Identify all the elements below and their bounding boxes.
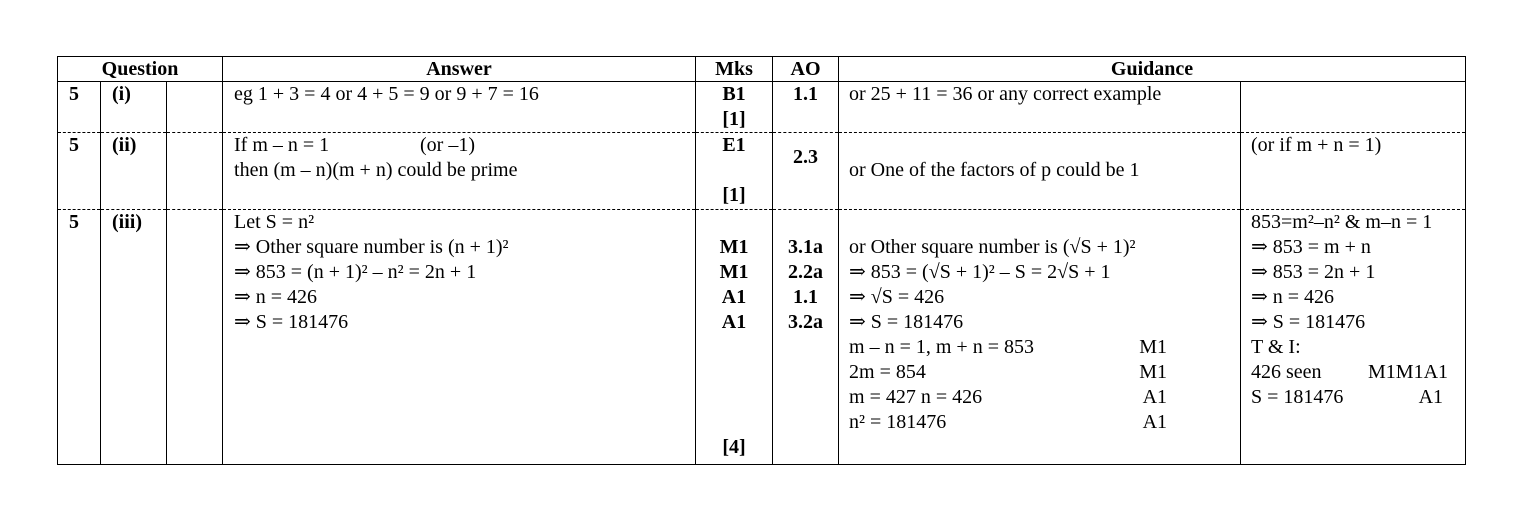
guidance-line: or 25 + 11 = 36 or any correct example	[849, 83, 1162, 105]
guidance-extra-cell	[1241, 82, 1466, 133]
guidance-line	[849, 335, 1167, 360]
guidance-line	[849, 360, 1167, 385]
marks-cell	[696, 133, 773, 210]
spacer	[696, 360, 772, 385]
answer-line: ⇒ n = 426	[234, 286, 318, 308]
guidance-extra-line: (or if m + n = 1)	[1251, 134, 1382, 156]
spacer	[696, 335, 772, 360]
answer-line: ⇒ 853 = (n + 1)² – n² = 2n + 1	[234, 261, 477, 283]
spacer	[696, 210, 772, 235]
table-row	[58, 210, 1466, 465]
ao-value: 3.2a	[788, 311, 824, 333]
mark-scheme-table	[57, 56, 1466, 465]
guidance-step: 2m = 854	[849, 361, 926, 383]
ao-value: 2.3	[793, 146, 819, 168]
answer-line: then (m – n)(m + n) could be prime	[234, 159, 518, 181]
mark-total: [4]	[722, 436, 746, 458]
answer-line	[234, 133, 695, 158]
guidance-extra-line: ⇒ S = 181476	[1251, 311, 1366, 333]
ao-value: 2.2a	[788, 261, 824, 283]
question-part: (i)	[101, 82, 167, 133]
header-question: Question	[58, 57, 223, 82]
header-ao: AO	[773, 57, 839, 82]
guidance-line: or One of the factors of p could be 1	[849, 159, 1140, 181]
ao-cell	[773, 210, 839, 465]
mark-total: [1]	[722, 184, 746, 206]
guidance-extra-line	[1251, 385, 1443, 410]
guidance-mark: A1	[1418, 386, 1444, 408]
marks-cell	[696, 82, 773, 133]
ao-value: 3.1a	[788, 236, 824, 258]
header-row	[58, 57, 1466, 82]
guidance-mark: M1M1A1	[1368, 361, 1449, 383]
guidance-line: ⇒ √S = 426	[849, 286, 945, 308]
mark: A1	[721, 311, 747, 333]
ao-cell	[773, 133, 839, 210]
guidance-extra-line: T & I:	[1251, 336, 1301, 358]
ao-value: 1.1	[793, 83, 819, 105]
answer-cell	[223, 82, 696, 133]
spacer	[696, 385, 772, 410]
mark: M1	[719, 236, 749, 258]
guidance-step: m = 427 n = 426	[849, 386, 983, 408]
question-part: (iii)	[101, 210, 167, 465]
guidance-cell	[839, 210, 1241, 465]
answer-text: If m – n = 1	[234, 134, 330, 156]
guidance-extra-line: ⇒ 853 = 2n + 1	[1251, 261, 1376, 283]
guidance-cell	[839, 82, 1241, 133]
spacer	[773, 210, 838, 235]
guidance-step: m – n = 1, m + n = 853	[849, 336, 1034, 358]
guidance-extra-line: 853=m²–n² & m–n = 1	[1251, 211, 1433, 233]
guidance-cell	[839, 133, 1241, 210]
marks-cell	[696, 210, 773, 465]
answer-line: ⇒ Other square number is (n + 1)²	[234, 236, 509, 258]
question-subpart	[167, 133, 223, 210]
question-subpart	[167, 82, 223, 133]
spacer	[849, 210, 1240, 235]
guidance-mark: M1	[1139, 361, 1168, 383]
ao-cell	[773, 82, 839, 133]
mark: B1	[722, 83, 746, 105]
guidance-step: n² = 181476	[849, 411, 947, 433]
guidance-line: ⇒ 853 = (√S + 1)² – S = 2√S + 1	[849, 261, 1111, 283]
table-row	[58, 133, 1466, 210]
spacer	[696, 158, 772, 183]
answer-line: eg 1 + 3 = 4 or 4 + 5 = 9 or 9 + 7 = 16	[234, 83, 539, 105]
guidance-line	[849, 410, 1167, 435]
header-guidance: Guidance	[839, 57, 1466, 82]
guidance-extra-cell	[1241, 133, 1466, 210]
guidance-mark: A1	[1142, 386, 1168, 408]
guidance-extra-line	[1251, 360, 1448, 385]
answer-text-alt: (or –1)	[420, 134, 475, 156]
guidance-mark: A1	[1142, 411, 1168, 433]
table-row	[58, 82, 1466, 133]
answer-line: Let S = n²	[234, 211, 315, 233]
answer-cell	[223, 133, 696, 210]
guidance-mark: M1	[1139, 336, 1168, 358]
guidance-line: or Other square number is (√S + 1)²	[849, 236, 1136, 258]
spacer	[696, 410, 772, 435]
ao-value: 1.1	[793, 286, 819, 308]
answer-cell	[223, 210, 696, 465]
question-number: 5	[58, 82, 101, 133]
question-part: (ii)	[101, 133, 167, 210]
question-number: 5	[58, 210, 101, 465]
mark: M1	[719, 261, 749, 283]
answer-line: ⇒ S = 181476	[234, 311, 349, 333]
guidance-extra-line: ⇒ n = 426	[1251, 286, 1335, 308]
guidance-line: ⇒ S = 181476	[849, 311, 964, 333]
header-answer: Answer	[223, 57, 696, 82]
mark: A1	[721, 286, 747, 308]
mark-total: [1]	[722, 108, 746, 130]
mark: E1	[722, 134, 746, 156]
header-marks: Mks	[696, 57, 773, 82]
guidance-step: 426 seen	[1251, 361, 1322, 383]
guidance-extra-line: ⇒ 853 = m + n	[1251, 236, 1371, 258]
guidance-extra-cell	[1241, 210, 1466, 465]
question-subpart	[167, 210, 223, 465]
question-number: 5	[58, 133, 101, 210]
guidance-line	[849, 385, 1167, 410]
guidance-step: S = 181476	[1251, 386, 1344, 408]
